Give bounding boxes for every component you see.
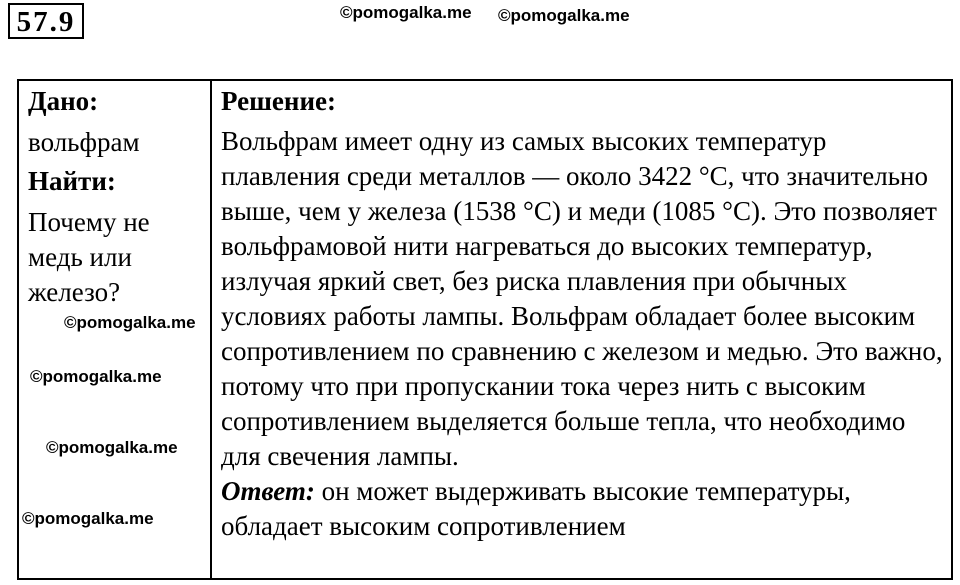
watermark: ©pomogalka.me bbox=[340, 3, 472, 22]
problem-number: 57.9 bbox=[8, 3, 84, 39]
watermark: ©pomogalka.me bbox=[46, 438, 178, 457]
watermark: ©pomogalka.me bbox=[64, 313, 196, 332]
find-label: Найти: bbox=[28, 166, 116, 196]
answer-block bbox=[221, 476, 851, 541]
watermark: ©pomogalka.me bbox=[30, 367, 162, 386]
solution-label: Решение: bbox=[221, 86, 336, 116]
solution-text: Вольфрам имеет одну из самых высоких температур плавления среди металлов — около 3422 °C, что значительно выше, чем у железа (1538 °C) и меди (1085 °C). Это позволяет вольфрамовой нити нагреваться до высоких температур, излучая яркий свет, без риска плавления при обычных условиях работы лампы. Вольфрам обладает более высоким сопротивлением по сравнению с железом и медью. Это важно, потому что при пропускании тока через нить с высоким сопротивлением выделяется больше тепла, что необходимо для свечения лампы. bbox=[221, 126, 943, 471]
given-value: вольфрам bbox=[28, 127, 140, 157]
solution-column bbox=[221, 84, 946, 544]
answer-text: он может выдерживать высокие температуры, обладает высоким сопротивлением bbox=[221, 476, 851, 541]
column-divider bbox=[210, 79, 212, 580]
given-find-column bbox=[28, 84, 208, 310]
watermark: ©pomogalka.me bbox=[22, 509, 154, 528]
watermark: ©pomogalka.me bbox=[498, 6, 630, 25]
answer-label: Ответ: bbox=[221, 476, 315, 506]
given-label: Дано: bbox=[28, 86, 99, 116]
find-value: Почему не медь или железо? bbox=[28, 207, 150, 307]
